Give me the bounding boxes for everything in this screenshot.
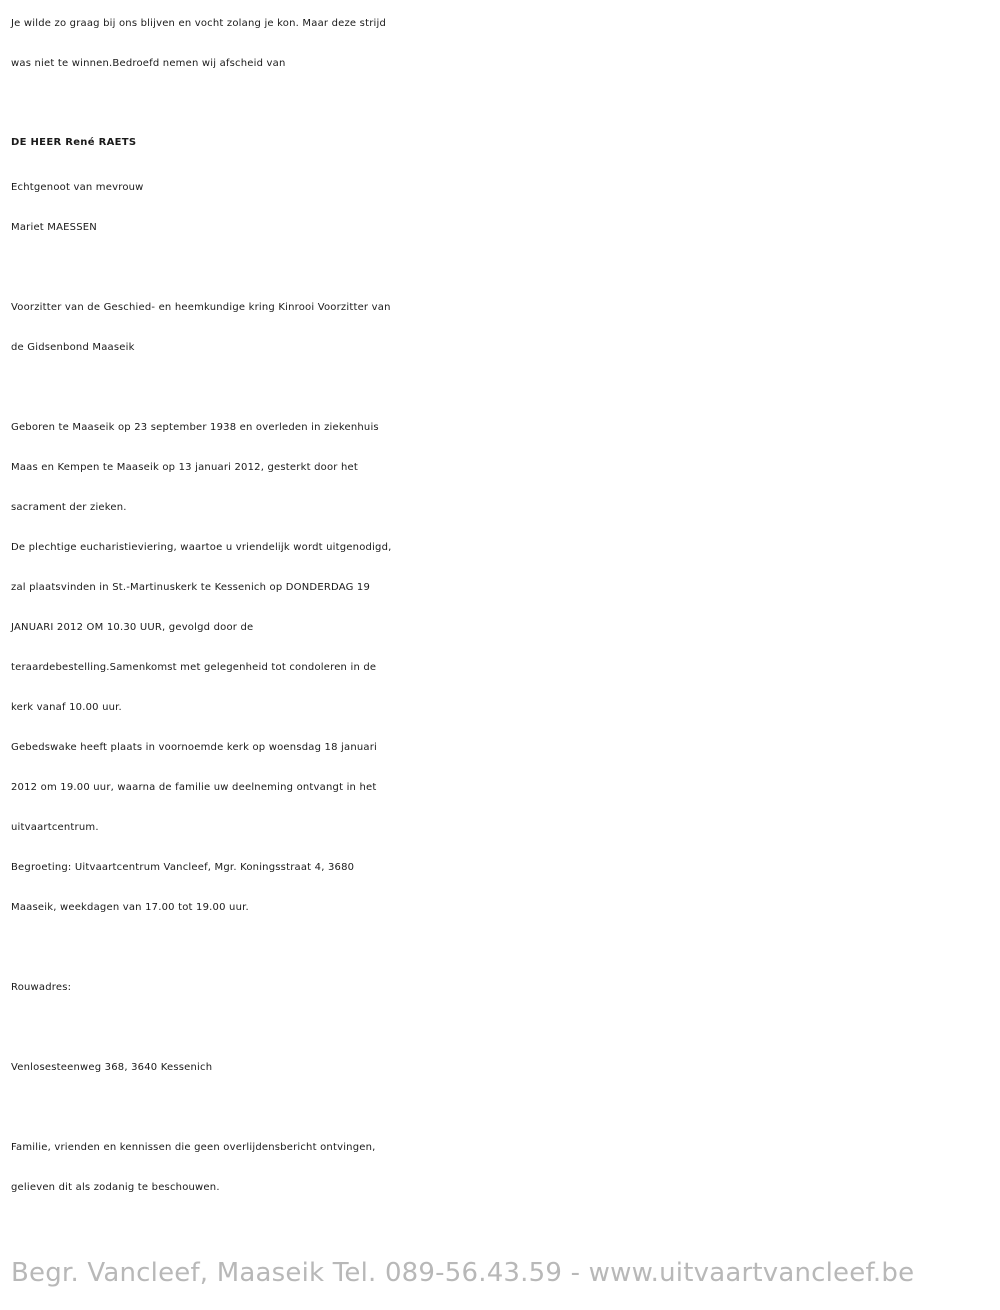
- details-line: De plechtige eucharistieviering, waartoe u vriendelijk wordt uitgenodigd,: [11, 542, 392, 553]
- details-line: Gebedswake heeft plaats in voornoemde kerk op woensdag 18 januari: [11, 742, 378, 753]
- details-line: kerk vanaf 10.00 uur.: [11, 702, 122, 713]
- details-line: Maaseik, weekdagen van 17.00 tot 19.00 uur.: [11, 902, 249, 913]
- functions-info: [11, 288, 991, 368]
- mourning-address-label: Rouwadres:: [11, 982, 72, 993]
- mourning-address: Venlosesteenweg 368, 3640 Kessenich: [11, 1062, 213, 1073]
- closing-line: Familie, vrienden en kennissen die geen overlijdensbericht ontvingen,: [11, 1142, 376, 1153]
- intro-text: [11, 4, 991, 84]
- details-line: 2012 om 19.00 uur, waarna de familie uw deelneming ontvangt in het: [11, 782, 377, 793]
- function-line: Voorzitter van de Geschied- en heemkundige kring Kinrooi Voorzitter van: [11, 302, 391, 313]
- details-line: teraardebestelling.Samenkomst met gelegenheid tot condoleren in de: [11, 662, 377, 673]
- details-line: Geboren te Maaseik op 23 september 1938 en overleden in ziekenhuis: [11, 422, 379, 433]
- spacer: [11, 928, 991, 968]
- details-line: uitvaartcentrum.: [11, 822, 99, 833]
- funeral-details: [11, 408, 991, 928]
- closing-text: [11, 1128, 991, 1208]
- deceased-name: DE HEER René RAETS: [11, 137, 137, 148]
- details-line: Maas en Kempen te Maaseik op 13 januari 2012, gesterkt door het: [11, 462, 358, 473]
- funeral-home-footer: Begr. Vancleef, Maaseik Tel. 089-56.43.59 - www.uitvaartvancleef.be: [11, 1258, 915, 1288]
- closing-line: gelieven dit als zodanig te beschouwen.: [11, 1182, 220, 1193]
- intro-line: was niet te winnen.Bedroefd nemen wij afscheid van: [11, 58, 286, 69]
- spouse-name: Mariet MAESSEN: [11, 222, 97, 233]
- details-line: sacrament der zieken.: [11, 502, 127, 513]
- details-line: zal plaatsvinden in St.-Martinuskerk te Kessenich op DONDERDAG 19: [11, 582, 371, 593]
- spacer: [11, 1008, 991, 1048]
- spouse-info: [11, 168, 991, 248]
- intro-line: Je wilde zo graag bij ons blijven en vocht zolang je kon. Maar deze strijd: [11, 18, 387, 29]
- spouse-line: Echtgenoot van mevrouw: [11, 182, 144, 193]
- spacer: [11, 248, 991, 288]
- details-line: JANUARI 2012 OM 10.30 UUR, gevolgd door de: [11, 622, 254, 633]
- spacer: [11, 1088, 991, 1128]
- spacer: [11, 368, 991, 408]
- function-line: de Gidsenbond Maaseik: [11, 342, 135, 353]
- details-line: Begroeting: Uitvaartcentrum Vancleef, Mgr. Koningsstraat 4, 3680: [11, 862, 355, 873]
- obituary-notice: [11, 0, 991, 1208]
